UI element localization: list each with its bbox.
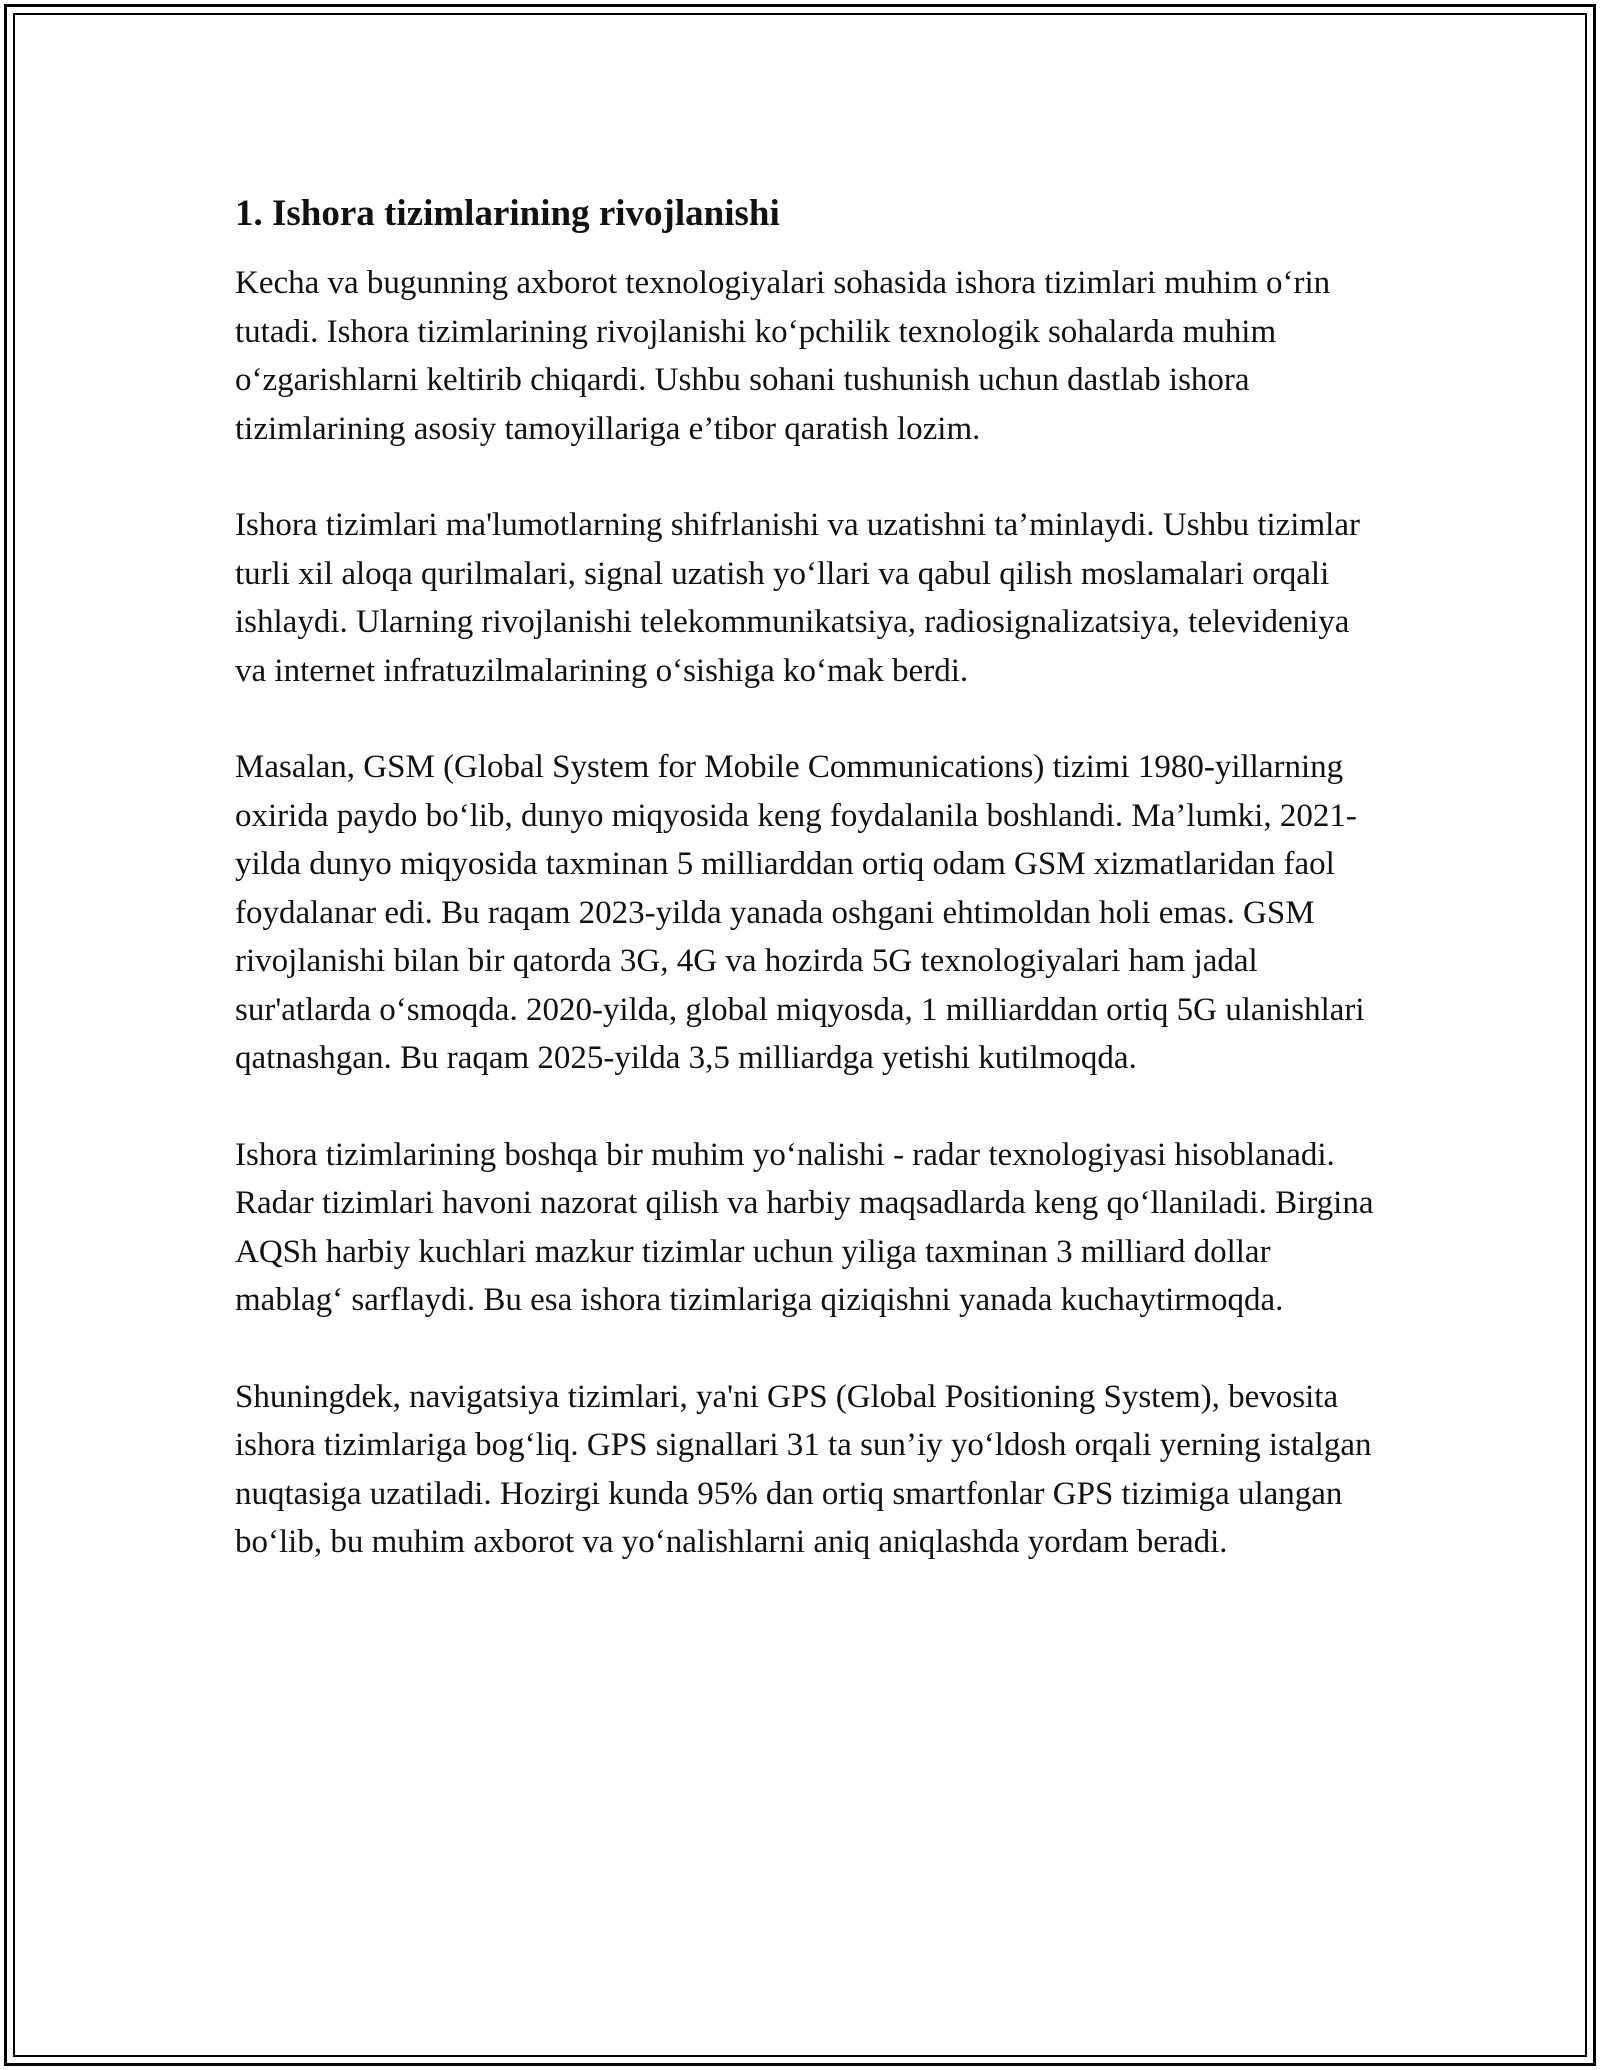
document-body	[235, 188, 1375, 1615]
section-heading: 1. Ishora tizimlarining rivojlanishi	[235, 193, 780, 234]
paragraph-signal-systems: Ishora tizimlari ma'lumotlarning shifrlanishi va uzatishni ta’minlaydi. Ushbu tizimlar turli xil aloqa qurilmalari, signal uzatish yo‘llari va qabul qilish moslamalari orqali ishlaydi. Ularning rivojlanishi telekommunikatsiya, radiosignalizatsiya, televideniya va internet infratuzilmalarining o‘sishiga ko‘mak berdi.	[235, 507, 1360, 689]
paragraph-radar: Ishora tizimlarining boshqa bir muhim yo‘nalishi - radar texnologiyasi hisoblanadi. Radar tizimlari havoni nazorat qilish va harbiy maqsadlarda keng qo‘llaniladi. Birgina AQSh harbiy kuchlari mazkur tizimlar uchun yiliga taxminan 3 milliard dollar mablag‘ sarflaydi. Bu esa ishora tizimlariga qiziqishni yanada kuchaytirmoqda.	[235, 1136, 1374, 1318]
paragraph-intro: Kecha va bugunning axborot texnologiyalari sohasida ishora tizimlari muhim o‘rin tutadi. Ishora tizimlarining rivojlanishi ko‘pchilik texnologik sohalarda muhim o‘zgarishlarni keltirib chiqardi. Ushbu sohani tushunish uchun dastlab ishora tizimlarining asosiy tamoyillariga e’tibor qaratish lozim.	[235, 265, 1331, 447]
paragraph-gsm: Masalan, GSM (Global System for Mobile Communications) tizimi 1980-yillarning oxirida paydo bo‘lib, dunyo miqyosida keng foydalanila boshlandi. Ma’lumki, 2021-yilda dunyo miqyosida taxminan 5 milliarddan ortiq odam GSM xizmatlaridan faol foydalanar edi. Bu raqam 2023-yilda yanada oshgani ehtimoldan holi emas. GSM rivojlanishi bilan bir qatorda 3G, 4G va hozirda 5G texnologiyalari ham jadal sur'atlarda o‘smoqda. 2020-yilda, global miqyosda, 1 milliarddan ortiq 5G ulanishlari qatnashgan. Bu raqam 2025-yilda 3,5 milliardga yetishi kutilmoqda.	[235, 749, 1365, 1076]
paragraph-gps: Shuningdek, navigatsiya tizimlari, ya'ni GPS (Global Positioning System), bevosita ishora tizimlariga bog‘liq. GPS signallari 31 ta sun’iy yo‘ldosh orqali yerning istalgan nuqtasiga uzatiladi. Hozirgi kunda 95% dan ortiq smartfonlar GPS tizimiga ulangan bo‘lib, bu muhim axborot va yo‘nalishlarni aniq aniqlashda yordam beradi.	[235, 1378, 1372, 1560]
